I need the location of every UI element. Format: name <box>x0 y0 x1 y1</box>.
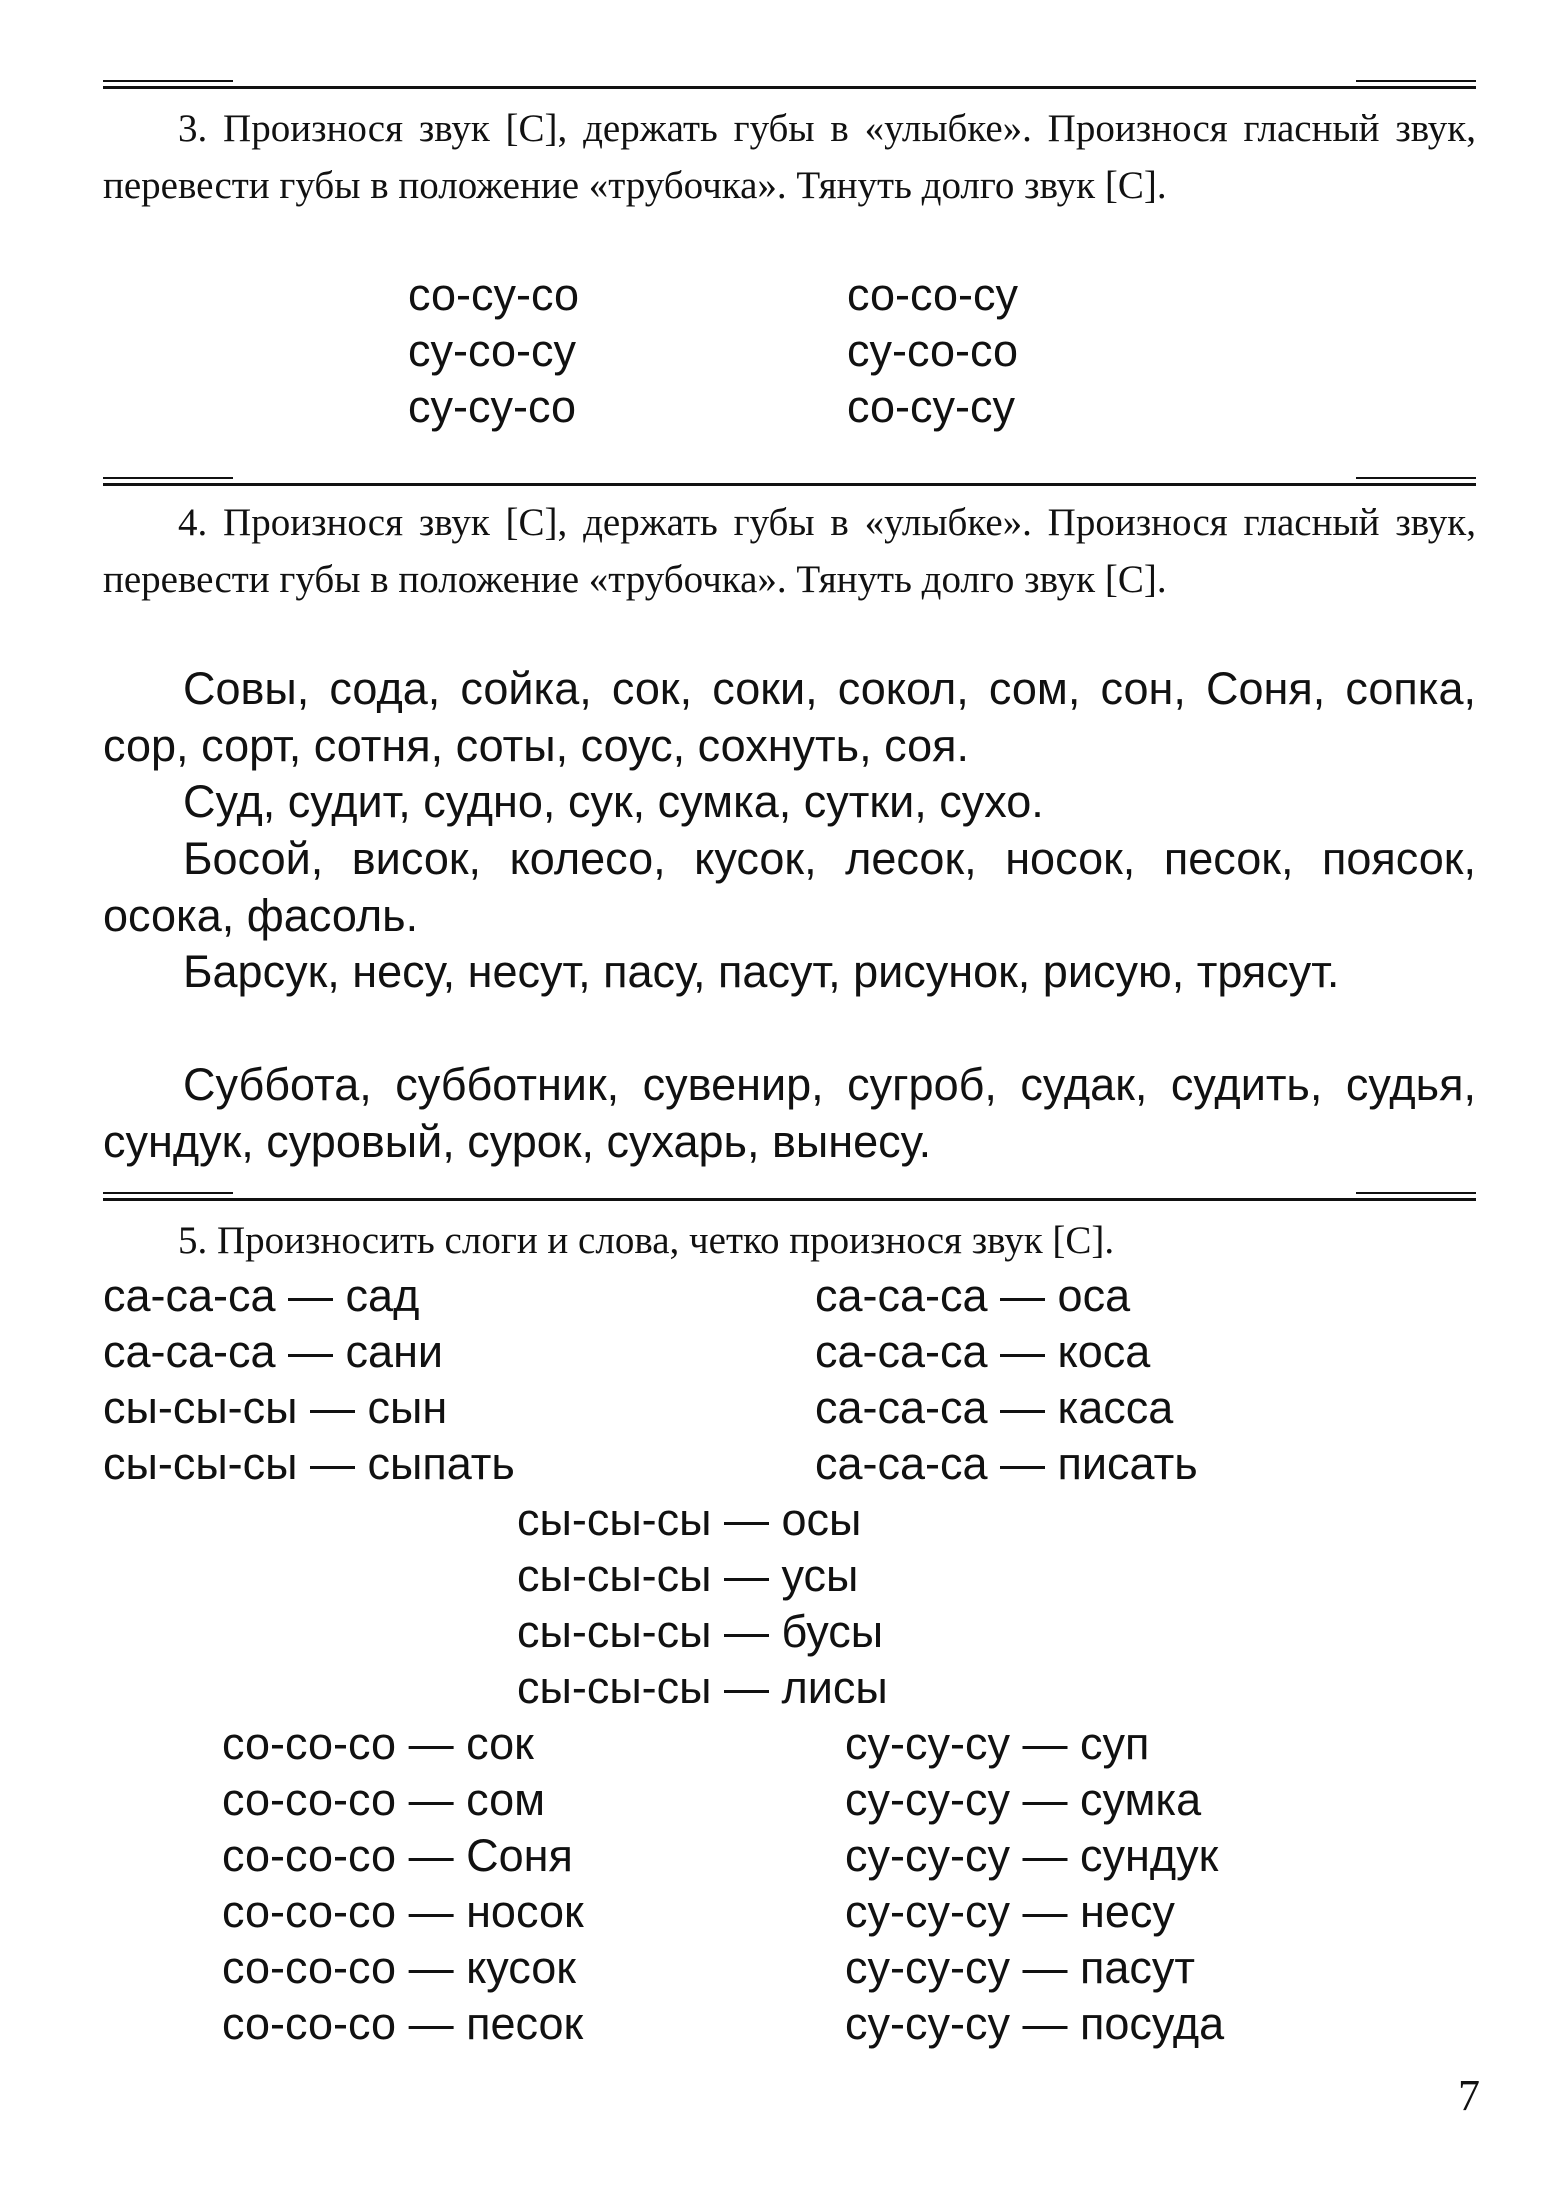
ex5-su-line: су-су-су — пасут <box>845 1942 1195 1993</box>
ex5-su-line: су-су-су — суп <box>845 1718 1150 1769</box>
ex5-pair-left: сы-сы-сы — сыпать <box>103 1438 515 1489</box>
ex5-pair-right: са-са-са — коса <box>815 1326 1151 1377</box>
ex5-pair-right: са-са-са — оса <box>815 1270 1131 1321</box>
section-divider <box>103 483 1476 486</box>
exercise-4-instruction <box>103 494 1476 608</box>
exercise-3-instruction <box>103 100 1476 214</box>
ex5-center-line: сы-сы-сы — бусы <box>517 1606 884 1657</box>
ex5-pair-right: са-са-са — касса <box>815 1382 1174 1433</box>
ex3-col2-line: со-су-су <box>847 381 1016 432</box>
ex4-paragraph-text: Босой, висок, колесо, кусок, лесок, носок, песок, поясок, осока, фасоль. <box>103 833 1476 941</box>
ex5-so-line: со-со-со — Соня <box>222 1830 573 1881</box>
exercise-3-text: 3. Произнося звук [С], держать губы в «улыбке». Произнося гласный звук, перевести губы в положение «трубочка». Тянуть долго звук [С]. <box>103 107 1476 207</box>
ex4-paragraph <box>103 660 1476 774</box>
ex4-paragraph <box>103 830 1476 944</box>
ex5-pair-left: са-са-са — сани <box>103 1326 444 1377</box>
ex5-pair-left: сы-сы-сы — сын <box>103 1382 448 1433</box>
exercise-4-text: 4. Произнося звук [С], держать губы в «улыбке». Произнося гласный звук, перевести губы в положение «трубочка». Тянуть долго звук [С]. <box>103 501 1476 601</box>
ex5-su-line: су-су-су — несу <box>845 1886 1175 1937</box>
ex5-pair-right: са-са-са — писать <box>815 1438 1198 1489</box>
ex5-center-line: сы-сы-сы — осы <box>517 1494 862 1545</box>
ex5-su-line: су-су-су — сумка <box>845 1774 1202 1825</box>
ex3-col2-line: су-со-со <box>847 325 1019 376</box>
ex5-so-line: со-со-со — сом <box>222 1774 546 1825</box>
ex5-center-line: сы-сы-сы — усы <box>517 1550 859 1601</box>
ex3-col1-line: су-су-со <box>408 381 577 432</box>
page-number: 7 <box>1458 2071 1480 2120</box>
ex5-center-line: сы-сы-сы — лисы <box>517 1662 888 1713</box>
ex5-su-line: су-су-су — сундук <box>845 1830 1219 1881</box>
exercise-5-text: 5. Произносить слоги и слова, четко произнося звук [С]. <box>178 1219 1115 1262</box>
section-divider <box>103 86 1476 89</box>
ex4-paragraph-text: Барсук, несу, несут, пасу, пасут, рисунок, рисую, трясут. <box>183 946 1340 997</box>
ex5-pair-left: са-са-са — сад <box>103 1270 420 1321</box>
exercise-5-instruction <box>103 1212 1476 1269</box>
ex5-su-line: су-су-су — посуда <box>845 1998 1225 2049</box>
ex3-col1-line: су-со-су <box>408 325 577 376</box>
ex3-col1-line: со-су-со <box>408 269 580 320</box>
ex5-so-line: со-со-со — сок <box>222 1718 534 1769</box>
ex4-paragraph <box>103 773 1476 830</box>
ex5-so-line: со-со-со — кусок <box>222 1942 576 1993</box>
ex5-so-line: со-со-со — носок <box>222 1886 584 1937</box>
ex4-paragraph <box>103 1056 1476 1170</box>
section-divider <box>103 1198 1476 1201</box>
ex4-paragraph-text: Суд, судит, судно, сук, сумка, сутки, сухо. <box>183 776 1044 827</box>
ex4-paragraph-text: Суббота, субботник, сувенир, сугроб, судак, судить, судья, сундук, суровый, сурок, сухарь, вынесу. <box>103 1059 1476 1167</box>
ex3-col2-line: со-со-су <box>847 269 1019 320</box>
ex5-so-line: со-со-со — песок <box>222 1998 584 2049</box>
ex4-paragraph-text: Совы, сода, сойка, сок, соки, сокол, сом, сон, Соня, сопка, сор, сорт, сотня, соты, соус, сохнуть, соя. <box>103 663 1476 771</box>
ex4-paragraph <box>103 943 1476 1000</box>
